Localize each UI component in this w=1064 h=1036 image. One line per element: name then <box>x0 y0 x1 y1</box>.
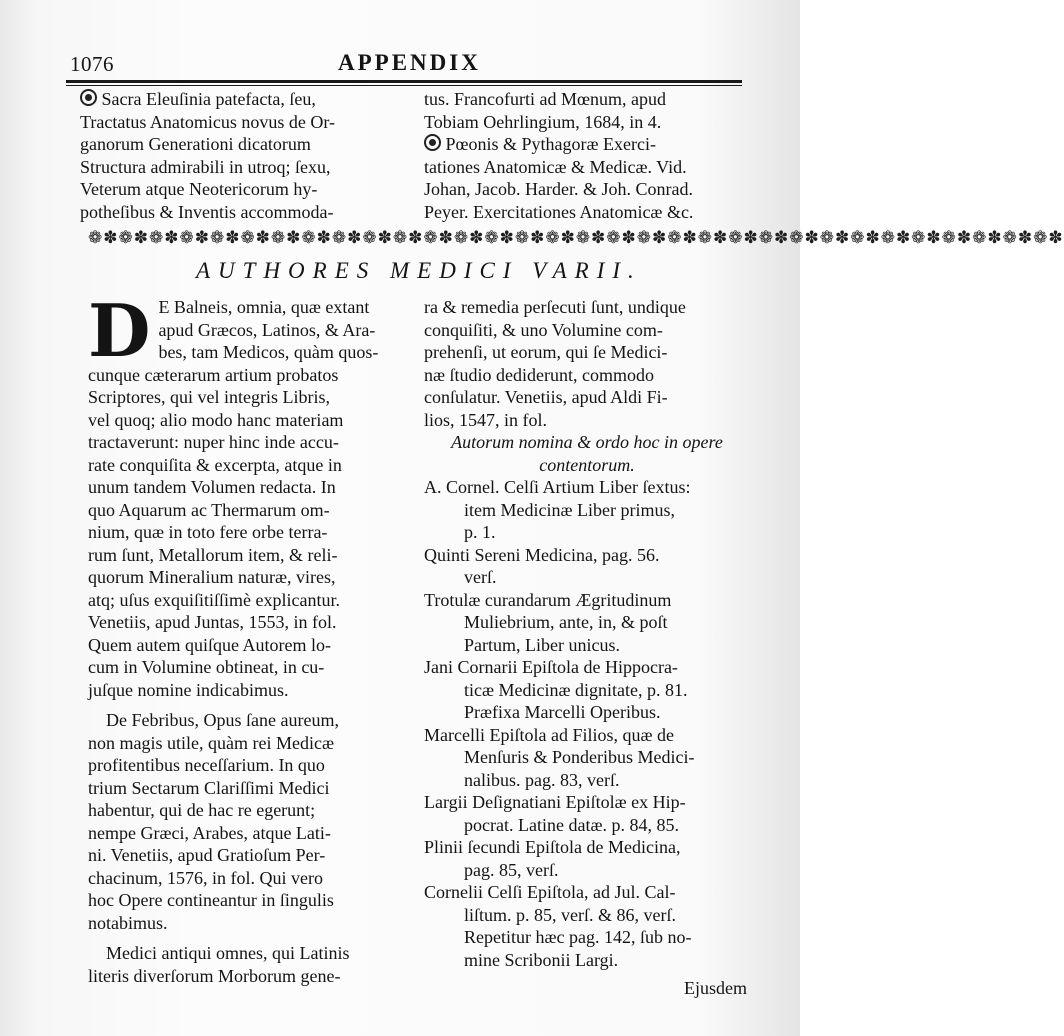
text-line: tationes Anatomicæ & Medicæ. Vid. <box>424 156 687 177</box>
section-heading: AUTHORES MEDICI VARII. <box>196 258 642 283</box>
text-line: cunque cæterarum artium probatos <box>88 364 339 385</box>
ornament-divider: ❁✽❁✽❁✽❁✽❁✽❁✽❁✽❁✽❁✽❁✽❁✽❁✽❁✽❁✽❁✽❁✽❁✽❁✽❁✽❁✽❁✽❁✽❁✽❁✽❁✽❁✽❁✽❁✽❁✽❁✽❁✽❁✽ <box>88 228 1064 247</box>
header-rule <box>66 80 742 86</box>
text-line: juſque nomine indicabimus. <box>88 679 289 700</box>
text-line: Venetiis, apud Juntas, 1553, in fol. <box>88 612 337 632</box>
text-line: prehenſi, ut eorum, qui ſe Medici- <box>424 342 668 362</box>
text-line: Veterum atque Neotericorum hy- <box>80 179 318 199</box>
contents-line: Jani Cornarii Epiſtola de Hippocra- <box>424 657 678 677</box>
bullet-icon <box>80 89 97 106</box>
text-line: conſulatur. Venetiis, apud Aldi Fi- <box>424 387 668 407</box>
text-line: cum in Volumine obtineat, in cu- <box>88 657 325 677</box>
text-line: Peyer. Exercitationes Anatomicæ &c. <box>424 201 694 222</box>
contents-line: item Medicinæ Liber primus, <box>464 499 675 520</box>
text-line: literis diverſorum Morborum gene- <box>88 965 341 986</box>
text-line: nium, quæ in toto fere orbe terra- <box>88 522 328 542</box>
text-line: apud Græcos, Latinos, & Ara- <box>158 319 376 340</box>
text-line: Medici antiqui omnes, qui Latinis <box>106 943 350 963</box>
text-line: tractaverunt: nuper hinc inde accu- <box>88 432 339 452</box>
contents-line: Quinti Sereni Medicina, pag. 56. <box>424 544 660 565</box>
text-line: non magis utile, quàm rei Medicæ <box>88 732 334 753</box>
contents-line: nalibus. pag. 83, verſ. <box>464 769 620 790</box>
text-line: quorum Mineralium naturæ, vires, <box>88 567 336 587</box>
text-line: habentur, qui de hac re egerunt; <box>88 800 316 820</box>
contents-line: Cornelii Celſi Epiſtola, ad Jul. Cal- <box>424 882 676 902</box>
text-line: lios, 1547, in fol. <box>424 409 548 430</box>
contents-line: Præfixa Marcelli Operibus. <box>464 702 661 722</box>
catchword: Ejusdem <box>684 978 747 998</box>
contents-line: Largii Deſignatiani Epiſtolæ ex Hip- <box>424 792 686 812</box>
text-line: conquiſiti, & uno Volumine com- <box>424 319 663 340</box>
contents-line: A. Cornel. Celſi Artium Liber ſextus: <box>424 477 691 497</box>
contents-heading: Autorum nomina & ordo hoc in opere <box>451 432 723 452</box>
text-line: Johan, Jacob. Harder. & Joh. Conrad. <box>424 179 693 199</box>
text-line: trium Sectarum Clariſſimi Medici <box>88 777 330 798</box>
text-line: bes, tam Medicos, quàm quos- <box>158 342 379 362</box>
top-right-entry <box>424 88 744 223</box>
text-line: ra & remedia perſecuti ſunt, undique <box>424 297 686 317</box>
contents-line: liſtum. p. 85, verſ. & 86, verſ. <box>464 904 676 925</box>
contents-line: verſ. <box>464 567 497 587</box>
text-line: ganorum Generationi dicatorum <box>80 134 311 154</box>
page-number: 1076 <box>70 52 114 76</box>
text-line: nempe Græci, Arabes, atque Lati- <box>88 822 331 843</box>
text-line: næ ſtudio dediderunt, commodo <box>424 364 654 385</box>
text-line: chacinum, 1576, in fol. Qui vero <box>88 867 323 888</box>
contents-line: ticæ Medicinæ dignitate, p. 81. <box>464 679 688 700</box>
text-line: vel quoq; alio modo hanc materiam <box>88 409 344 430</box>
text-line: Structura admirabili in utroq; ſexu, <box>80 156 331 177</box>
text-line: ni. Venetiis, apud Gratioſum Per- <box>88 845 326 865</box>
contents-line: Muliebrium, ante, in, & poſt <box>464 612 668 632</box>
contents-line: p. 1. <box>464 522 496 542</box>
contents-line: Marcelli Epiſtola ad Filios, quæ de <box>424 724 674 745</box>
top-left-entry <box>80 88 410 223</box>
text-line: Sacra Eleuſinia patefacta, ſeu, <box>80 88 410 111</box>
text-line: rum ſunt, Metallorum item, & reli- <box>88 544 338 565</box>
text-line: hoc Opere contineantur in ſingulis <box>88 890 334 910</box>
text-line: notabimus. <box>88 912 168 933</box>
drop-cap: D <box>88 288 151 373</box>
contents-line: Partum, Liber unicus. <box>464 634 620 655</box>
text-line: Quem autem quiſque Autorem lo- <box>88 634 331 655</box>
contents-line: Menſuris & Ponderibus Medici- <box>464 747 695 767</box>
right-column <box>424 296 750 971</box>
bullet-icon <box>424 134 441 151</box>
text-line: De Febribus, Opus ſane aureum, <box>106 710 339 730</box>
text-line: Tobiam Oehrlingium, 1684, in 4. <box>424 111 662 132</box>
text-line: profitentibus neceſſarium. In quo <box>88 755 325 775</box>
contents-heading: contentorum. <box>539 454 635 475</box>
running-head: APPENDIX <box>338 50 481 75</box>
text-line: E Balneis, omnia, quæ extant <box>158 297 370 317</box>
text-line: potheſibus & Inventis accommoda- <box>80 201 334 222</box>
text-line: Tractatus Anatomicus novus de Or- <box>80 111 335 132</box>
contents-line: Repetitur hæc pag. 142, ſub no- <box>464 927 692 947</box>
text-line: tus. Francofurti ad Mœnum, apud <box>424 89 666 109</box>
left-column <box>88 288 418 987</box>
contents-line: mine Scribonii Largi. <box>464 949 619 970</box>
text-line: rate conquiſita & excerpta, atque in <box>88 454 342 475</box>
contents-line: pocrat. Latine datæ. p. 84, 85. <box>464 814 679 835</box>
contents-line: Trotulæ curandarum Ægritudinum <box>424 589 672 610</box>
text-line: unum tandem Volumen redacta. In <box>88 477 336 497</box>
text-line: Pœonis & Pythagoræ Exerci- <box>424 133 744 156</box>
text-line: quo Aquarum ac Thermarum om- <box>88 499 330 520</box>
contents-line: Plinii ſecundi Epiſtola de Medicina, <box>424 837 681 857</box>
text-line: Scriptores, qui vel integris Libris, <box>88 387 330 407</box>
contents-line: pag. 85, verſ. <box>464 859 559 880</box>
text-line: atq; uſus exquiſitiſſimè explicantur. <box>88 589 340 610</box>
